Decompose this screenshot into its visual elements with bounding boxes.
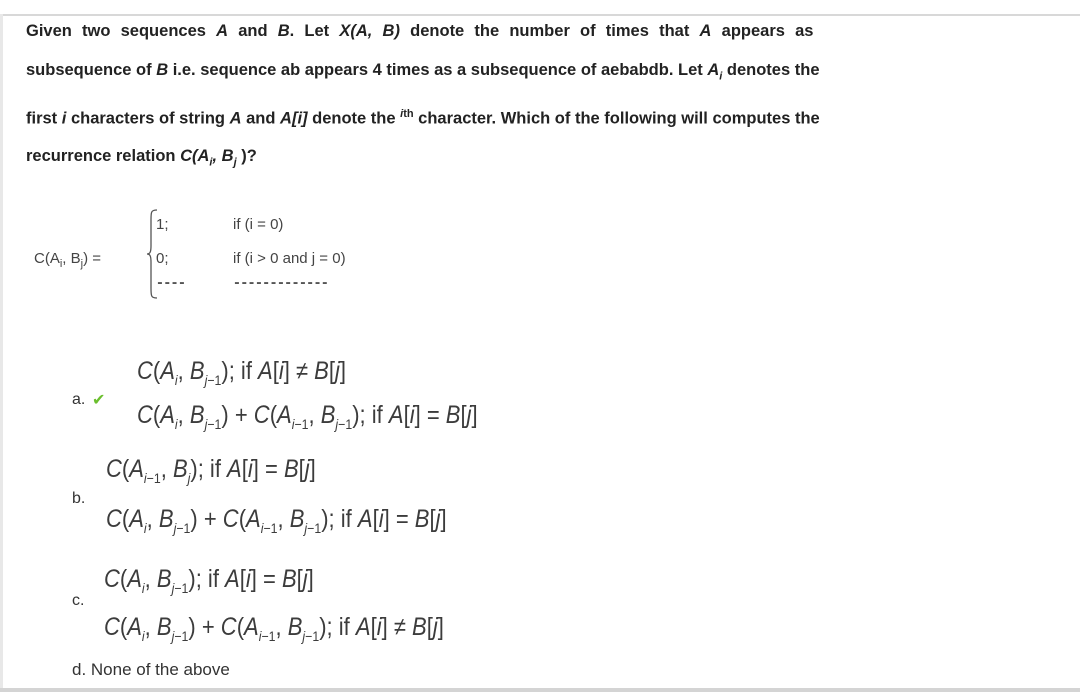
case-1-condition: if (i = 0) [233, 216, 284, 233]
option-b-line-2[interactable]: $C(A_i$, $B_{j-1}) + C(A_{i-1}$, $B_{j-1}$); if A[i] = B[j] [106, 505, 447, 536]
check-icon: ✔ [92, 392, 106, 409]
definition-lhs: $C(A_i$, $B_j$) = [34, 250, 102, 270]
option-c-line-2[interactable]: $C(A_i$, $B_{j-1}) + C(A_{i-1}$, $B_{j-1}$); if A[i] ≠ B[j] [104, 613, 444, 644]
option-a-label[interactable]: a. [72, 391, 86, 408]
case-3-condition-blank: ------------- [233, 276, 329, 291]
question-line-2: subsequence of B i.e. sequence ab appears 4 times as a subsequence of aebabdb. Let $A_i$ denotes the [26, 61, 820, 83]
frame-bottom-border [0, 688, 1080, 692]
option-a-line-1[interactable]: $C(A_i$, $B_{j-1}$); if A[i] ≠ B[j] [137, 357, 346, 388]
option-b-label[interactable]: b. [72, 490, 86, 507]
frame-top-border [0, 14, 1080, 16]
option-b-line-1[interactable]: $C(A_{i-1}$, $B_j$); if A[i] = B[j] [106, 455, 316, 486]
option-d-label[interactable]: d. None of the above [72, 660, 230, 679]
case-2-condition: if (i > 0 and j = 0) [233, 250, 346, 267]
case-1-value: 1; [156, 216, 169, 233]
question-line-3: first i characters of string A and A[i] denote the $^{ith}$ character. Which of the following will computes the [26, 108, 820, 128]
question-line-1: Given two sequences A and B. Let X(A, B) denote the number of times that A appears as [26, 22, 814, 40]
case-2-value: 0; [156, 250, 169, 267]
option-a-line-2[interactable]: $C(A_i$, $B_{j-1}) + C(A_{i-1}$, $B_{j-1}$); if A[i] = B[j] [137, 401, 478, 432]
option-c-label[interactable]: c. [72, 592, 85, 609]
question-line-4: recurrence relation $C(A_i$, $B_j$ )? [26, 147, 257, 169]
option-c-line-1[interactable]: $C(A_i$, $B_{j-1}$); if A[i] = B[j] [104, 565, 314, 596]
frame-left-border [0, 14, 3, 692]
case-3-blank: ---- [156, 276, 186, 291]
